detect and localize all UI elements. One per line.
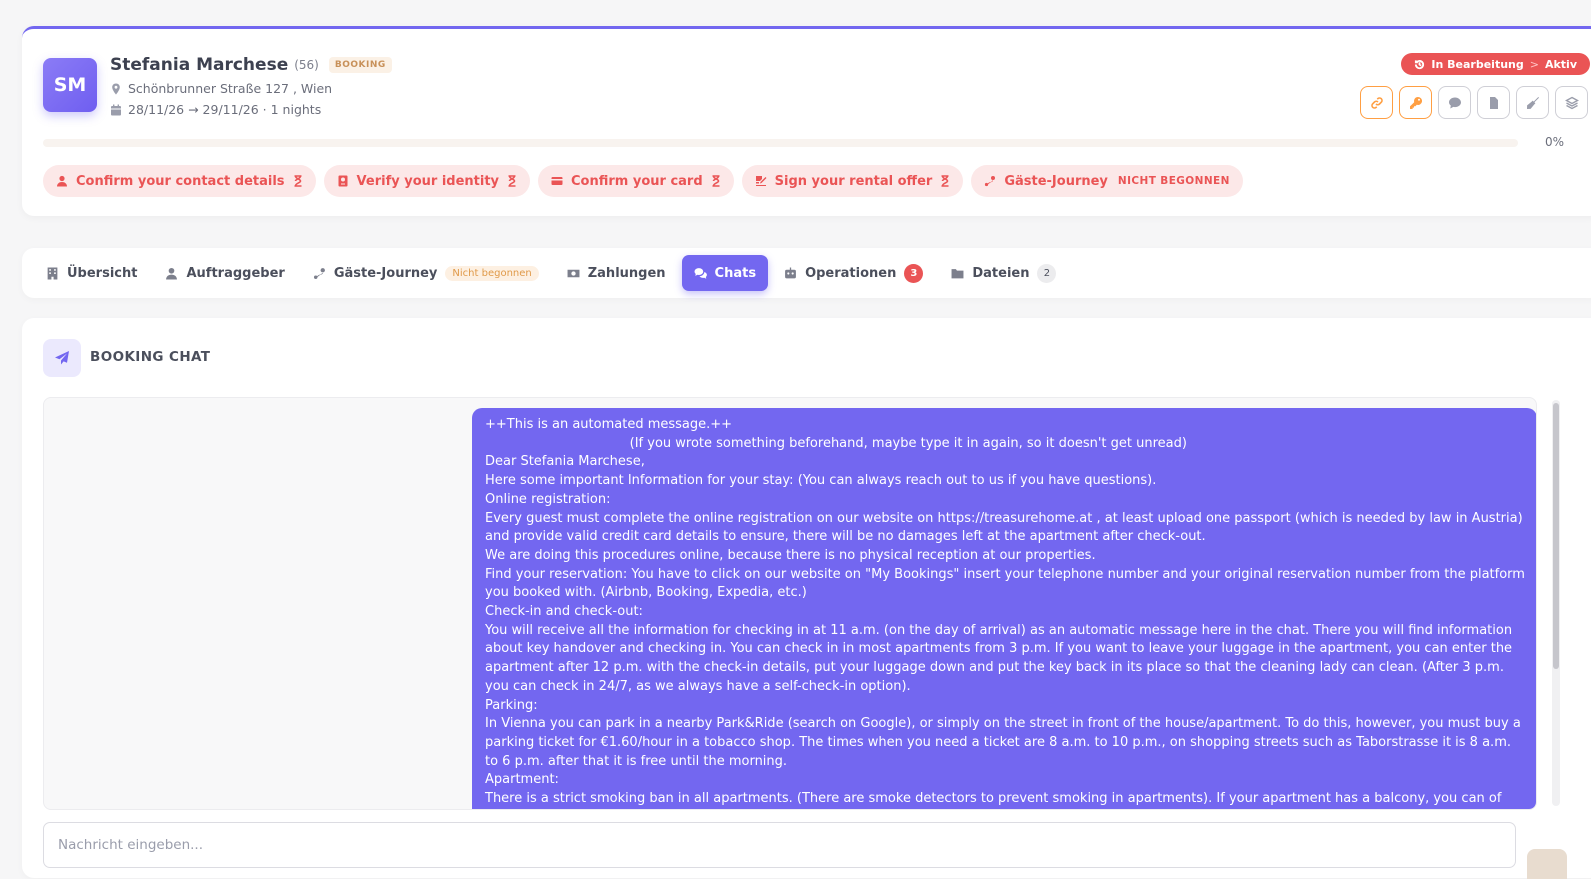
user-icon [56,175,68,187]
chat-message [472,408,1537,810]
booking-header-card [22,26,1591,216]
tab-chats[interactable] [682,255,769,291]
operations-count-badge: 3 [904,264,923,283]
folder-icon [951,267,964,280]
hourglass-icon [507,175,517,187]
message-input[interactable] [43,822,1516,868]
credit-card-icon [551,175,563,187]
tab-label: Übersicht [67,265,138,281]
cleaning-button[interactable] [1516,86,1549,119]
step-label: Gäste-Journey [1004,173,1108,189]
chat-bubbles-icon [694,267,707,280]
tab-label: Auftraggeber [186,265,285,281]
document-button[interactable] [1477,86,1510,119]
avatar: SM [43,58,97,112]
guest-name-row [110,55,392,75]
journey-steps [43,165,1243,197]
location-pin-icon [110,83,122,95]
booking-tabs [34,255,1068,291]
broom-icon [1526,96,1540,110]
chat-icon [1448,96,1462,110]
message-button[interactable] [1438,86,1471,119]
step-label: Confirm your card [571,173,703,189]
building-icon [46,267,59,280]
tab-label: Zahlungen [587,265,666,281]
chat-title: BOOKING CHAT [90,349,211,365]
tab-files[interactable] [939,255,1068,291]
passport-icon [337,175,349,187]
tab-client[interactable] [153,255,296,291]
copy-link-button[interactable] [1360,86,1393,119]
tab-label: Operationen [805,265,897,281]
address-line [110,81,332,96]
link-icon [1370,96,1384,110]
history-icon [1414,59,1425,70]
step-sign-offer[interactable] [742,165,964,197]
signature-icon [755,175,767,187]
chat-header-icon [43,339,81,377]
layers-icon [1565,96,1579,110]
status-to: Aktiv [1544,57,1577,71]
tab-label: Gäste-Journey [333,265,438,281]
step-label: Confirm your contact details [76,173,285,189]
message-text: ++This is an automated message.++ (If you wrote something beforehand, maybe type it in again, so it doesn't get unread) Dear Stefania Marchese, Here some important Information for your stay: (You can always reach out to us if you have questions). Online registration: Every guest must complete the online registration on our website on https://treasurehome.at , at least upload one passport (which is needed by law in Austria) and provide valid credit card details to ensure, there will be no damages left at the apartment after check-out. We are doing this procedures online, because there is no physical reception at our properties. Find your reservation: You have to click on our website on "My Bookings" insert your telephone number and your original reservation number from the platform you booked with. (Airbnb, Booking, Expedia, etc.) Check-in and check-out: You will receive all the information for checking in at 11 a.m. (on the day of arrival) as an automatic message here in the chat. There you will find information about key handover and checking in. You can check in in most apartments from 3 p.m. If you want to leave your luggage in the apartment, you can enter the apartment after 12 p.m. with the check-in details, put your luggage down and put the key back in its place so that the cleaning lady can clean. (After 3 p.m. you can check in 24/7, as we always have a self-check-in option). Parking: In Vienna you can park in a nearby Park&Ride (search on Google), or simply on the street in front of the house/apartment. To do this, however, you must buy a parking ticket for €1.60/hour in a tobacco shop. The times when you need a ticket are 8 a.m. to 10 p.m., on shopping streets such as Taborstrasse it is 8 a.m. to 6 p.m. after that it is free until the morning. Apartment: There is a strict smoking ban in all apartments. (There are smoke detectors to prevent smoking in apartments). If your apartment has a balcony, you can of [485,417,1525,807]
dates-line [110,102,321,117]
guest-address: Schönbrunner Straße 127 , Wien [128,81,333,96]
journey-progress-bar [43,139,1518,147]
step-confirm-card[interactable] [538,165,734,197]
tab-guest-journey[interactable] [301,255,551,291]
step-confirm-contact[interactable] [43,165,316,197]
scrollbar-thumb[interactable] [1553,403,1559,669]
tab-operations[interactable] [772,255,935,291]
document-icon [1487,96,1501,110]
message-scrollbar[interactable] [1552,400,1560,806]
step-guest-journey[interactable] [971,165,1242,197]
stay-dates: 28/11/26 → 29/11/26 · 1 nights [128,102,322,117]
guest-age: (56) [294,58,319,72]
status-transition-button[interactable] [1401,53,1590,75]
hourglass-icon [293,175,303,187]
calendar-icon [110,104,122,116]
journey-status-badge: Nicht begonnen [445,266,538,281]
status-from: In Bearbeitung [1431,57,1524,71]
step-verify-identity[interactable] [324,165,530,197]
step-status: NICHT BEGONNEN [1117,175,1230,187]
robot-icon [784,267,797,280]
tabs-card [22,248,1591,298]
hourglass-icon [940,175,950,187]
paper-plane-icon [54,350,70,366]
tab-payments[interactable] [555,255,678,291]
tab-label: Dateien [972,265,1030,281]
tab-overview[interactable] [34,255,149,291]
send-button[interactable] [1527,849,1567,879]
files-count-badge: 2 [1037,264,1056,283]
step-label: Verify your identity [356,173,500,189]
booking-chat-card [22,318,1591,878]
tab-label: Chats [714,265,757,281]
user-icon [165,267,178,280]
message-list[interactable] [43,397,1537,810]
money-icon [567,267,580,280]
step-label: Sign your rental offer [774,173,933,189]
guest-name: Stefania Marchese [110,55,289,75]
quick-actions [1360,86,1588,119]
hourglass-icon [711,175,721,187]
route-icon [984,175,996,187]
key-button[interactable] [1399,86,1432,119]
key-icon [1409,96,1423,110]
journey-progress-label: 0% [1545,135,1565,149]
route-icon [313,267,326,280]
layers-button[interactable] [1555,86,1588,119]
status-separator: > [1529,57,1539,71]
booking-source-badge: BOOKING [329,57,392,73]
